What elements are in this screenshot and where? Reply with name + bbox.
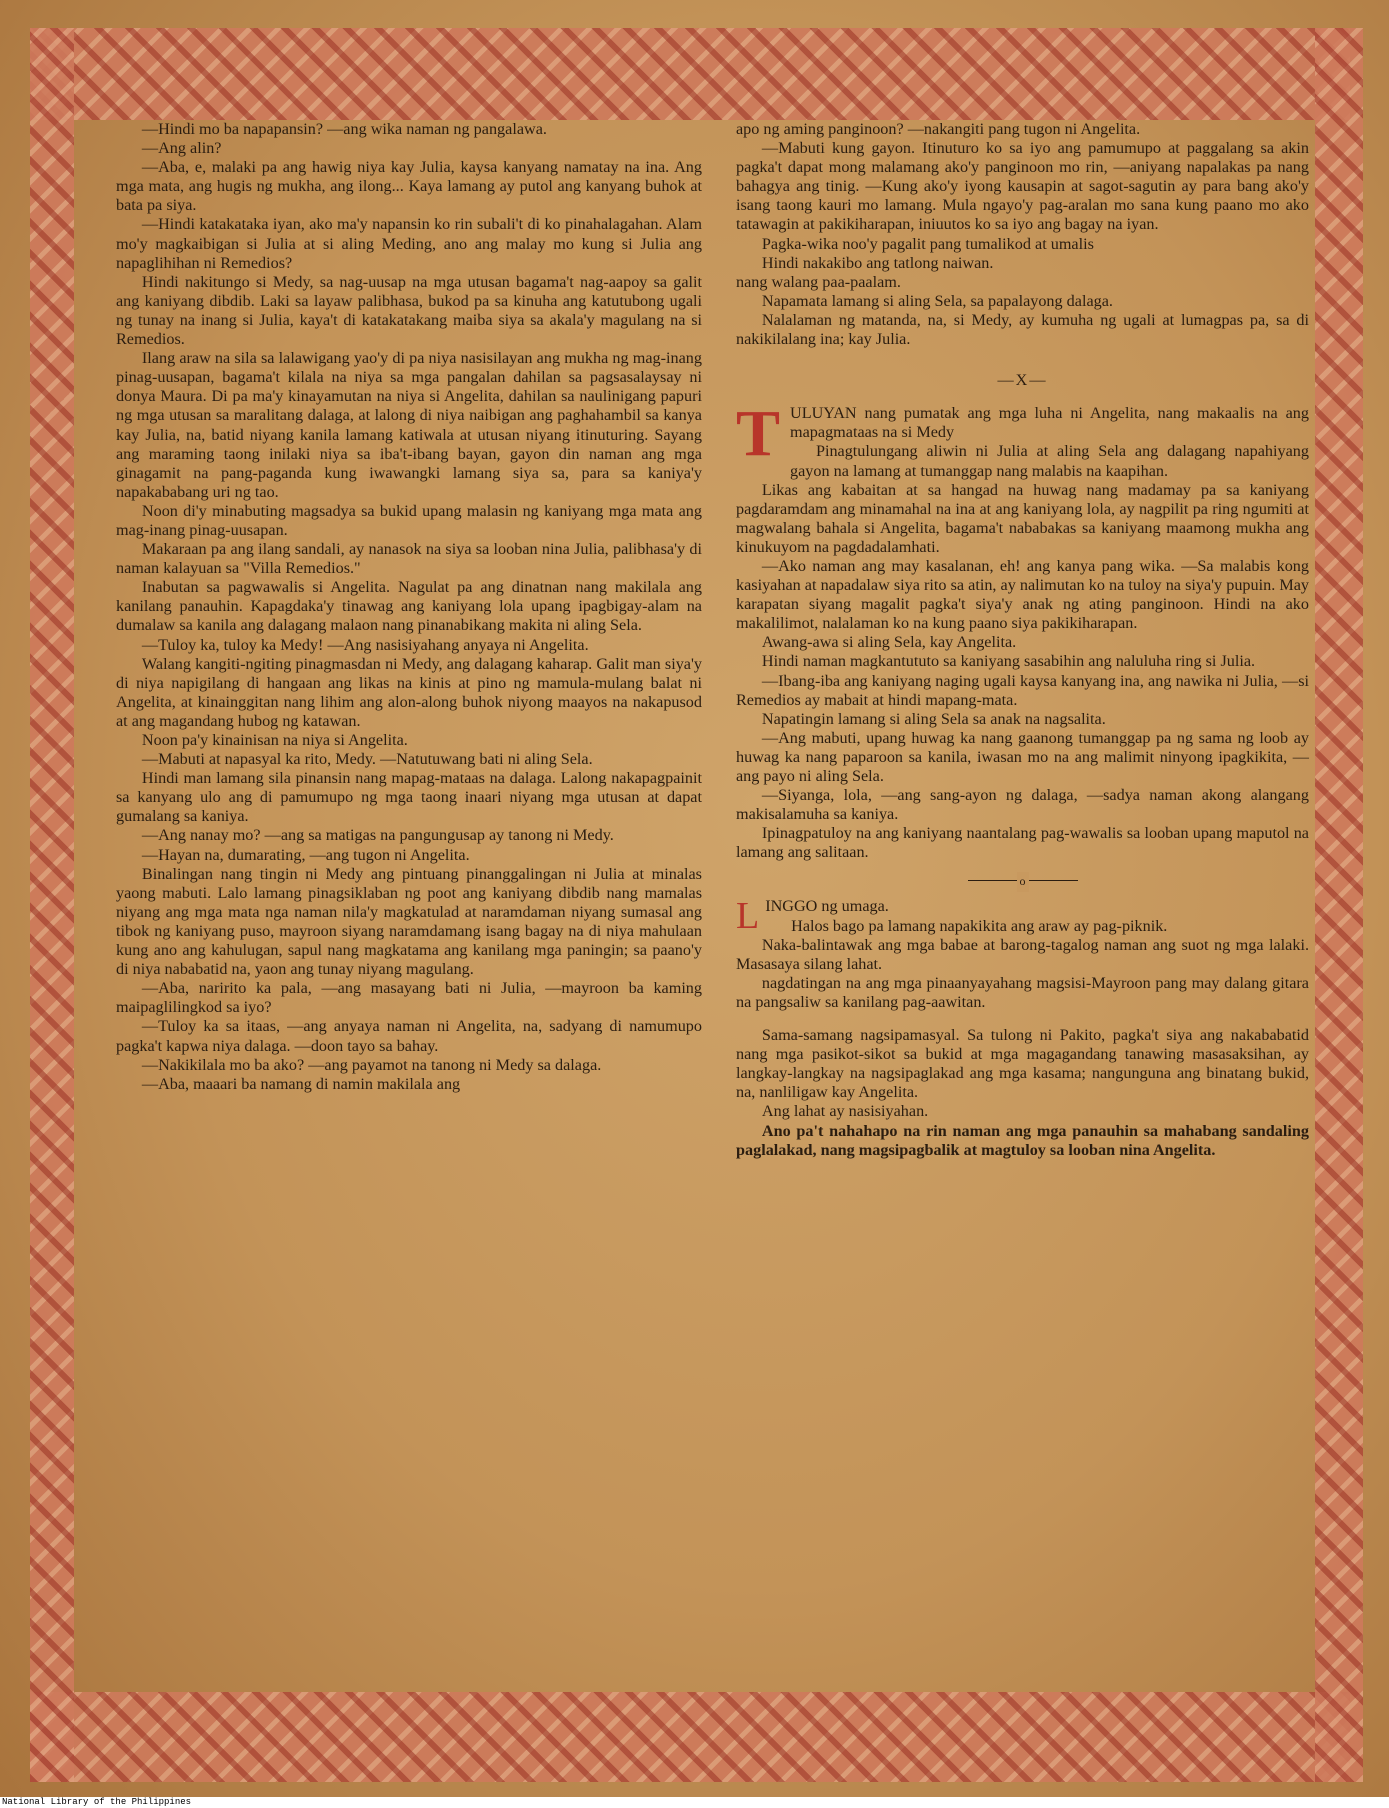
decorative-border-right: [1315, 28, 1363, 1782]
separator-ornament: o: [1017, 872, 1029, 891]
paragraph: nang walang paa-paalam.: [736, 272, 901, 291]
paragraph: —Tuloy ka sa itaas, —ang anyaya naman ni Angelita, na, sadyang di namumupo pagka't kapwa niya dalaga. —doon tayo sa bahay.: [116, 1017, 702, 1055]
paragraph: Napatingin lamang si aling Sela sa anak na nagsalita.: [761, 709, 1106, 728]
decorative-border-top: [30, 28, 1350, 120]
paragraph: Nalalaman ng matanda, na, si Medy, ay kumuha ng ugali at lumagpas pa, sa di nakikilalang ina; kay Julia.: [736, 310, 1309, 349]
paragraph: Awang-awa si aling Sela, kay Angelita.: [761, 633, 1017, 652]
decorative-border-bottom: [30, 1692, 1350, 1782]
paragraph: Halos bago pa lamang napakikita ang araw ay pag-piknik.: [791, 916, 1168, 935]
paragraph: Noon pa'y kinainisan na niya si Angelita.: [141, 731, 408, 749]
paragraph: Hindi man lamang sila pinansin nang mapag-mataas na dalaga. Lalong nakapagpainit sa kanyang ulo ang di pamumupo ng mga taong inaari niyang mga utusan at dapat gumalang sa kaniya.: [116, 769, 702, 826]
paragraph: Hindi nakakibo ang tatlong naiwan.: [761, 253, 994, 272]
paragraph: —Aba, e, malaki pa ang hawig niya kay Julia, kaysa kanyang namatay na ina. Ang mga mata, ang hugis ng mukha, ang ilong... Kaya lamang ay putol ang kanyang buhok at bata pa siya.: [116, 158, 702, 215]
paragraph: Pinagtulungang aliwin ni Julia at aling Sela ang dalagang napahiyang gayon na lamang at tumanggap nang malabis na kaapihan.: [790, 442, 1309, 480]
paragraph: —Aba, naririto ka pala, —ang masayang bati ni Julia, —mayroon ba kaming maipaglilingkod sa iyo?: [116, 979, 702, 1017]
paragraph: —Nakikilala mo ba ako? —ang payamot na tanong ni Medy sa dalaga.: [141, 1055, 602, 1074]
paragraph: Sama-samang nagsipamasyal. Sa tulong ni Pakito, pagka't siya ang nakababatid nang mga pasikot-sikot sa bukid at mga magagandang tanawing masasaksihan, ay langkay-langkay na nagsipaglakad ang mga kasama; nangunguna ang binatang bukid, na, nanliligaw kay Angelita.: [736, 1026, 1309, 1102]
paragraph: —Mabuti kung gayon. Itinuturo ko sa iyo ang pamumupo at paggalang sa akin pagka't dapat mong malamang ako'y panginoon mo rin, —aniyang napalakas pa nang bahagya ang tinig. —Kung ako'y iyong kausapin at sagot-sagutin ay para bang ako'y isang taong kauri mo lamang. Mula ngayo'y pag-aralan mo sana kung paano mo ako tatawagin at pakikiharapan, iniuutos ko sa iyo ang bagay na iyan.: [736, 139, 1309, 234]
paragraph: —Hindi mo ba napapansin? —ang wika naman ng pangalawa.: [141, 120, 547, 138]
paragraph: Noon di'y minabuting magsadya sa bukid upang malasin ng kaniyang mga mata ang mag-inang pinag-uusapan.: [116, 501, 702, 539]
paragraph: —Siyanga, lola, —ang sang-ayon ng dalaga, —sadya naman akong alangang makisalamuha sa kaniya.: [736, 786, 1309, 824]
paragraph: Ipinagpatuloy na ang kaniyang naantalang pag-wawalis sa looban upang maputol na lamang ang salitaan.: [736, 824, 1309, 862]
paragraph: Napamata lamang si aling Sela, sa papalayong dalaga.: [761, 291, 1113, 310]
opening-text: ULUYAN nang pumatak ang mga luha ni Angelita, nang makaalis na ang mapagmataas na si Medy: [790, 404, 1309, 442]
paragraph: Makaraan pa ang ilang sandali, ay nanasok na siya sa looban nina Julia, palibhasa'y di naman kalayuan sa "Villa Remedios.": [116, 540, 702, 578]
paragraph: —Ako naman ang may kasalanan, eh! ang kanya pang wika. —Sa malabis kong kasiyahan at napadalaw siya rito sa atin, ay nalimutan ko na tuloy na siya'y pupuin. May karapatan siyang magalit pagka't siya'y anak ng ating panginoon. Hindi na ako makalilimot, nalalaman ko na kung paano siya pakikiharapan.: [736, 556, 1309, 633]
paragraph: Naka-balintawak ang mga babae at barong-tagalog naman ang suot ng mga lalaki. Masasaya silang lahat.: [736, 935, 1309, 973]
paragraph: —Ang nanay mo? —ang sa matigas na pangungusap ay tanong ni Medy.: [141, 826, 614, 845]
paragraph: —Ang mabuti, upang huwag ka nang gaanong tumanggap pa ng sama ng loob ay huwag ka nang paparoon sa kanila, iwasan mo na ang malimit ninyong ipagkikita, —ang payo ni aling Sela.: [736, 728, 1309, 785]
paragraph: Hindi nakitungo si Medy, sa nag-uusap na mga utusan bagama't nag-aapoy sa galit ang kaniyang dibdib. Laki sa layaw palibhasa, bukod pa sa kinuha ang katutubong ugali ng tunay na inang si Julia, kaya't di katakatakang maiba siya sa akala'y magulang na si Remedios.: [116, 272, 702, 349]
paragraph: apo ng aming panginoon? —nakangiti pang tugon ni Angelita.: [736, 120, 1141, 138]
paragraph: —Aba, maaari ba namang di namin makilala ang: [141, 1074, 461, 1093]
paragraph: Walang kangiti-ngiting pinagmasdan ni Medy, ang dalagang kaharap. Galit man siya'y di niya napigilang di hangaan ang likas na kinis at pino ng mamula-mulang balat ni Angelita, at kinainggitan nang lihim ang alon-along buhok niyong maayos na nakapusod at ang magandang hubog ng katawan.: [116, 654, 702, 730]
drop-cap: L: [736, 895, 760, 938]
left-text-column: [116, 120, 702, 1094]
right-text-column: [736, 120, 1309, 1160]
section-separator: [968, 874, 1078, 889]
paragraph: nagdatingan na ang mga pinaanyayahang magsisi-Mayroon pang may dalang gitara na pangsaliw sa kanilang pag-aawitan.: [736, 973, 1309, 1011]
paragraph: Ilang araw na sila sa lalawigang yao'y di pa niya nasisilayan ang mukha ng mag-inang pinag-uusapan, bagama't kilala na niya sa mga pangalan dahilan sa pagsasalaysay ni donya Maura. Di pa ma'y kinayamutan na niya si Angelita, dahilan sa naulinigang papuri ng mga utusan sa maralitang dalaga, at lalong di niya naibigan ang paghahambil sa kanya kay Julia, na, batid niyang kanila lamang katiwala at utusan niyang itinuturing. Sayang ang maraming taong inilaki niya sa iba't-ibang bayan, gayon din naman ang mga ginagamit na pang-paganda kung iwawangki lamang siya sa, para sa kaniya'y napakababang uri ng tao.: [116, 349, 702, 501]
paragraph: Likas ang kabaitan at sa hangad na huwag nang madamay pa sa kaniyang pagdaramdam ang minamahal na ina at ang kaniyang lola, ay nagpilit pa ring ngumiti at magwalang bahala si Angelita, bagama't nababakas sa kaniyang maamong mukha ang kinukuyom na pagdadalamhati.: [736, 480, 1309, 556]
decorative-border-left: [30, 28, 74, 1782]
paragraph: —Ang alin?: [141, 139, 222, 158]
paragraph: Inabutan sa pagwawalis si Angelita. Nagulat pa ang dinatnan nang makilala ang kanilang panauhin. Kapagdaka'y tinawag ang kaniyang lola upang ipagbigay-alam na dumalaw sa kanila ang dalagang malaon nang pinanabikang makita ni aling Sela.: [116, 578, 702, 635]
library-footer: National Library of the Philippines: [0, 1797, 1389, 1808]
paragraph: Pagka-wika noo'y pagalit pang tumalikod at umalis: [761, 234, 1094, 253]
drop-cap: T: [736, 397, 781, 471]
paragraph: Binalingan nang tingin ni Medy ang pintuang pinanggalingan ni Julia at minalas yaong mabuti. Lalo lamang pinagsiklaban ng poot ang kaniyang dibdib nang mamalas niyang ang mga mata nga naman nila'y magkatulad at naramdaman niyang sumasal ang tibok ng kaniyang puso, mayroon siyang naramdamang isang bagay na di niya mahulaan kung ano ang kahulugan, sapul nang magkatama ang kanilang mga paningin; sa paano'y di niya nababatid na, yaon ang tunay niyang magulang.: [116, 864, 702, 979]
paragraph: Ano pa't nahahapo na rin naman ang mga panauhin sa mahabang sandaling paglalakad, nang magsipagbalik at magtuloy sa looban nina Angelita.: [736, 1121, 1309, 1159]
paragraph: —Hayan na, dumarating, —ang tugon ni Angelita.: [141, 845, 470, 864]
chapter-heading: —X—: [997, 371, 1048, 390]
paragraph: —Tuloy ka, tuloy ka Medy! —Ang nasisiyahang anyaya ni Angelita.: [141, 635, 589, 654]
paragraph: Hindi naman magkantututo sa kaniyang sasabihin ang naluluha ring si Julia.: [761, 652, 1256, 671]
opening-text: INGGO ng umaga.: [765, 897, 889, 916]
paragraph: Ang lahat ay nasisiyahan.: [761, 1102, 929, 1121]
paragraph: —Ibang-iba ang kaniyang naging ugali kaysa kanyang ina, ang nawika ni Julia, —si Remedios ay mabait at hindi mapang-mata.: [736, 671, 1309, 709]
paragraph: —Mabuti at napasyal ka rito, Medy. —Natutuwang bati ni aling Sela.: [141, 750, 593, 769]
paragraph: —Hindi katakataka iyan, ako ma'y napansin ko rin subali't di ko pinahalagahan. Alam mo'y magkaibigan si Julia at si aling Meding, ano ang malay mo kung si Julia ang napaglihihan ni Remedios?: [116, 215, 702, 272]
